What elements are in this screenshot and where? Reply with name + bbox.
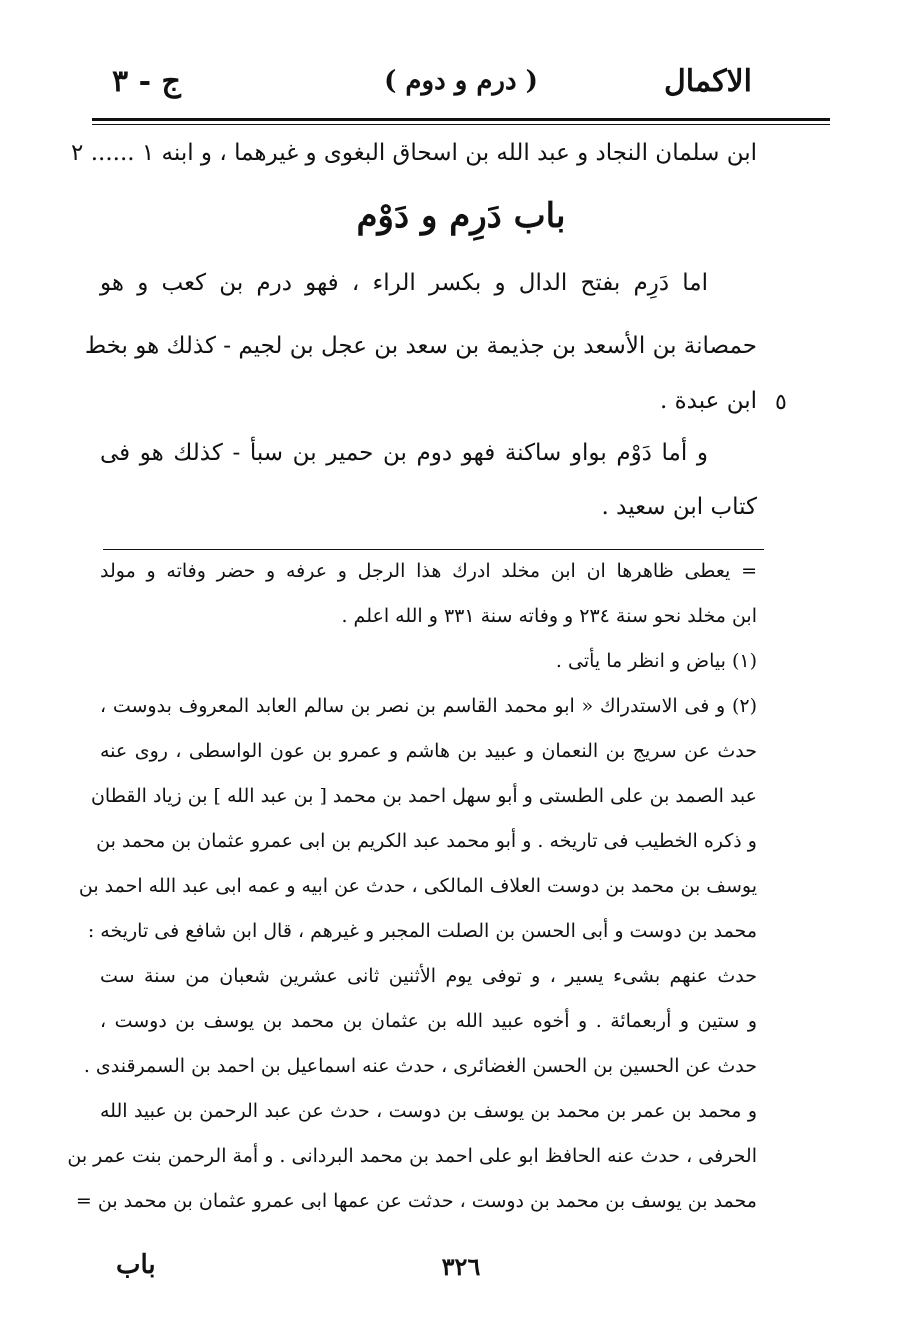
body-line: ابن عبدة . [659,388,757,414]
footnote-line: الحرفى ، حدث عنه الحافظ ابو على احمد بن محمد البردانى . و أمة الرحمن بنت عمر بن [67,1145,757,1167]
line-number: ٥ [775,390,787,415]
footnote-line: محمد بن يوسف بن محمد بن دوست ، حدثت عن عمها ابى عمرو عثمان بن محمد بن = [75,1190,757,1212]
running-subject: ( درم و دوم ) [384,66,538,96]
section-heading: باب دَرِم و دَوْم [356,196,566,236]
footnote-line: محمد بن دوست و أبى الحسن بن الصلت المجبر و غيرهم ، قال ابن شافع فى تاريخه : [87,920,757,942]
footnote-line: و ذكره الخطيب فى تاريخه . و أبو محمد عبد الكريم بن ابى عمرو عثمان بن محمد بن [96,830,757,852]
page-number: ٣٢٦ [441,1252,481,1281]
footnote-line: يوسف بن محمد بن دوست العلاف المالكى ، حدث عن ابيه و عمه ابى عبد الله احمد بن [78,875,757,897]
footnote-line: حدث عن الحسين بن الحسن الغضائرى ، حدث عنه اسماعيل بن احمد بن السمرقندى . [83,1055,757,1077]
footnote-line: حدث عن سريج بن النعمان و عبيد بن هاشم و عمرو بن عون الواسطى ، روى عنه [100,740,757,762]
volume-number: ج - ٣ [112,64,181,99]
footnote-line: و ستين و أربعمائة . و أخوه عبيد الله بن عثمان بن محمد بن يوسف بن دوست ، [100,1010,757,1032]
header-rule-thick [92,118,830,121]
footnote-separator [103,549,764,550]
header-rule-thin [92,124,830,125]
footnote-line: ابن مخلد نحو سنة ٢٣٤ و وفاته سنة ٣٣١ و الله اعلم . [341,605,757,627]
running-title: الاكمال [663,64,752,99]
footnote-line: و محمد بن عمر بن محمد بن يوسف بن دوست ، حدث عن عبد الرحمن بن عبيد الله [100,1100,757,1122]
body-line: كتاب ابن سعيد . [601,494,757,520]
footnote-line: عبد الصمد بن على الطستى و أبو سهل احمد بن محمد [ بن عبد الله ] بن زياد القطان [90,785,757,807]
catchword: باب [116,1250,156,1280]
footnote-line: حدث عنهم بشىء يسير ، و توفى يوم الأثنين ثانى عشرين شعبان من سنة ست [100,965,757,987]
body-line: و أما دَوْم بواو ساكنة فهو دوم بن حمير بن سبأ - كذلك هو فى [100,440,708,466]
footnote-line: (١) بياض و انظر ما يأتى . [555,650,757,672]
footnote-line: = يعطى ظاهرها ان ابن مخلد ادرك هذا الرجل و عرفه و حضر وفاته و مولد [100,560,757,582]
continuation-line: ابن سلمان النجاد و عبد الله بن اسحاق البغوى و غيرهما ، و ابنه ١ ...... ٢ [71,140,757,166]
footnote-line: (٢) و فى الاستدراك « ابو محمد القاسم بن نصر بن سالم العابد المعروف بدوست ، [100,695,757,717]
body-line: حمصانة بن الأسعد بن جذيمة بن سعد بن عجل بن لجيم - كذلك هو بخط [84,333,757,359]
body-line: اما دَرِم بفتح الدال و بكسر الراء ، فهو درم بن كعب و هو [100,270,708,296]
